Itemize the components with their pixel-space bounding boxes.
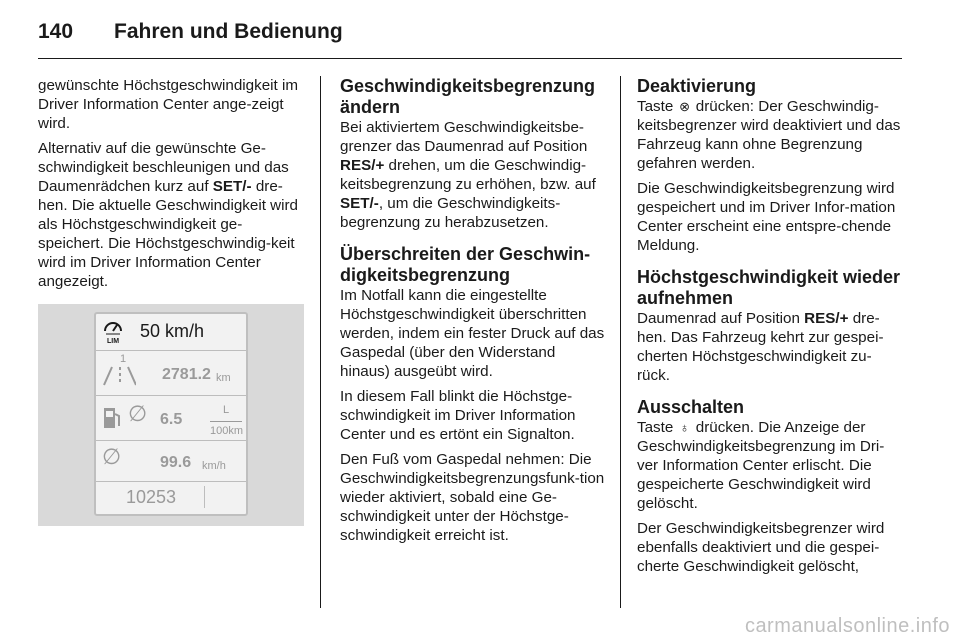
column-left [38,76,306,526]
paragraph: gewünschte Höchstgeschwindigkeit im Driver Information Center ange-zeigt wird. [38,77,299,132]
average-speed-row [96,441,246,482]
fuel-consumption: 6.5 [160,411,183,428]
average-speed: 99.6 [160,454,192,471]
speed-limit-row [96,314,246,351]
odometer-row [96,482,246,514]
average-icon: ∅ [128,401,148,426]
average-icon: ∅ [102,444,122,469]
section-heading: Geschwindigkeitsbegrenzung ändern [340,76,596,117]
trip-index: 1 [120,353,127,365]
speed-unit: km/h [202,460,226,472]
paragraph: Bei aktiviertem Geschwindigkeitsbe-grenzer das Daumenrad auf Position RES/+ drehen, um die Geschwindig-keitsbegrenzung zu erhöhen, bzw. auf SET/-, um die Geschwindigkeits-begrenzung zu herabzusetzen. [340,119,596,231]
paragraph: Den Fuß vom Gaspedal nehmen: Die Geschwindigkeitsbegrenzungsfunk-tion wieder aktiviert, sobald eine Ge-schwindigkeit unter der Höchstge-schwindigkeit erreicht ist. [340,451,605,544]
section-heading: Überschreiten der Geschwin-digkeitsbegrenzung [340,244,591,285]
odometer: 10253 [126,487,177,507]
speed-limiter-icon: ♁ [679,420,690,435]
header-rule [38,58,902,59]
paragraph: Daumenrad auf Position RES/+ dre-hen. Das Fahrzeug kehrt zur gespei-cherten Höchstgeschwindigkeit zu-rück. [637,310,884,384]
paragraph: Der Geschwindigkeitsbegrenzer wird ebenfalls deaktiviert und die gespei-cherte Geschwindigkeit gelöscht, [637,520,885,575]
paragraph: Taste ♁ drücken. Die Anzeige der Geschwindigkeitsbegrenzung im Dri-ver Information Center erlischt. Die gespeicherte Geschwindigkeit wird gelöscht. [637,419,885,512]
cluster-display [94,312,248,516]
section-heading: Ausschalten [637,397,745,417]
fuel-pump-icon [102,405,122,431]
bold-term: SET/- [212,178,252,195]
page-title: Fahren und Bedienung [114,20,343,43]
odometer-divider [204,486,243,508]
bold-term: SET/- [340,195,379,212]
paragraph: In diesem Fall blinkt die Höchstge-schwindigkeit im Driver Information Center und es ertönt ein Signalton. [340,388,576,443]
paragraph: Die Geschwindigkeitsbegrenzung wird gespeichert und im Driver Infor-mation Center erscheint eine entspre-chende Meldung. [637,180,896,254]
bold-term: RES/+ [804,310,849,327]
distance-unit: km [216,372,231,384]
speed-limiter-icon [102,319,124,345]
section-heading: Höchstgeschwindigkeit wieder aufnehmen [637,267,901,308]
consumption-unit: $\frac{L}{100km}$ [210,401,242,441]
trip-distance-row [96,351,246,396]
paragraph: Taste ⊗ drücken: Der Geschwindig-keitsbegrenzer wird deaktiviert und das Fahrzeug kann ohne Begrenzung gefahren werden. [637,98,901,172]
page-number: 140 [38,20,74,43]
bold-term: RES/+ [340,157,385,174]
instrument-cluster-illustration [38,304,304,526]
paragraph: Im Notfall kann die eingestellte Höchstgeschwindigkeit überschritten werden, indem ein fester Druck auf das Gaspedal (über den Widerstand hinaus) ausgeübt wird. [340,287,605,380]
trip-distance: 2781.2 [162,366,211,383]
speed-limit-value: 50 km/h [140,321,205,341]
column-divider [620,76,621,608]
column-middle [340,76,606,551]
consumption-row [96,396,246,441]
cancel-limiter-icon: ⊗ [679,99,690,114]
section-heading: Deaktivierung [637,76,757,96]
column-right [637,76,903,582]
column-divider [320,76,321,608]
lim-label: LIM [106,338,120,345]
watermark: carmanualsonline.info [744,615,950,637]
road-icon [100,357,136,389]
paragraph: Alternativ auf die gewünschte Ge-schwindigkeit beschleunigen und das Daumenrädchen kurz auf SET/- dre-hen. Die aktuelle Geschwindigkeit wird als Höchstgeschwindigkeit ge-speichert. Die Höchstgeschwindig-keit wird im Driver Information Center angezeigt. [38,140,299,290]
